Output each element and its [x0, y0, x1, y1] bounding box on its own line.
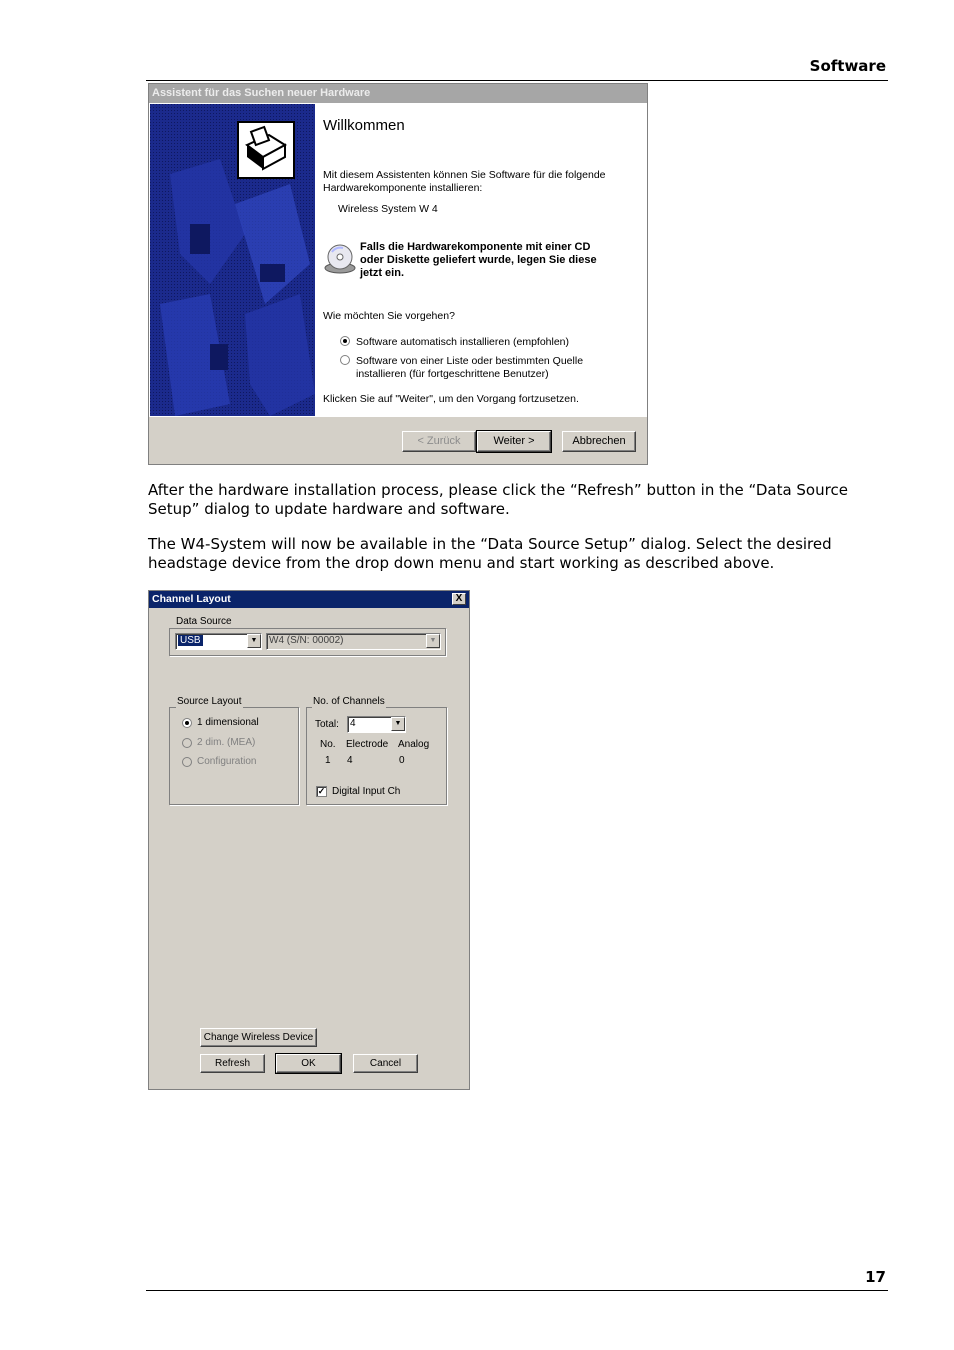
- radio-1-dimensional-label: 1 dimensional: [197, 717, 259, 728]
- cell-electrode: 4: [347, 755, 353, 766]
- back-button[interactable]: < Zurück: [402, 431, 476, 452]
- channel-dialog-title-bar: Channel Layout: [149, 591, 469, 608]
- paragraph-select-line1: The W4-System will now be available in the “Data Source Setup” dialog. Select the desired: [148, 535, 832, 553]
- col-header-no: No.: [320, 739, 336, 750]
- ok-button[interactable]: OK: [276, 1054, 341, 1073]
- source-layout-label: Source Layout: [177, 696, 242, 707]
- change-wireless-device-button[interactable]: Change Wireless Device: [200, 1028, 317, 1047]
- cd-notice-line2: oder Diskette geliefert wurde, legen Sie diese: [360, 254, 597, 266]
- cd-icon: [323, 242, 357, 281]
- total-select[interactable]: 4: [347, 716, 406, 733]
- wizard-intro-line2: Hardwarekomponente installieren:: [323, 182, 483, 194]
- cell-analog: 0: [399, 755, 405, 766]
- radio-manual-install-label-line1: Software von einer Liste oder bestimmten Quelle: [356, 355, 584, 367]
- device-select[interactable]: W4 (S/N: 00002): [266, 633, 441, 650]
- refresh-button[interactable]: Refresh: [200, 1054, 265, 1073]
- continue-hint: Klicken Sie auf "Weiter", um den Vorgang fortzusetzen.: [323, 393, 579, 405]
- hardware-icon: [237, 121, 295, 179]
- chevron-down-icon[interactable]: ▼: [247, 634, 261, 648]
- chevron-down-icon[interactable]: ▼: [426, 634, 440, 648]
- wizard-heading: Willkommen: [323, 117, 405, 134]
- wizard-title-bar: Assistent für das Suchen neuer Hardware: [149, 84, 647, 103]
- chevron-down-icon[interactable]: ▼: [391, 717, 405, 731]
- channels-label: No. of Channels: [313, 696, 385, 707]
- col-header-electrode: Electrode: [346, 739, 389, 750]
- wizard-intro-line1: Mit diesem Assistenten können Sie Software für die folgende: [323, 169, 606, 181]
- page-number: 17: [865, 1268, 886, 1286]
- digital-input-checkbox[interactable]: ✓: [317, 786, 326, 796]
- radio-2-dim-mea-label: 2 dim. (MEA): [197, 737, 256, 748]
- radio-manual-install[interactable]: [340, 355, 350, 365]
- channel-layout-dialog: [148, 590, 470, 1090]
- radio-2-dim-mea[interactable]: [182, 738, 192, 748]
- device-name: Wireless System W 4: [338, 203, 438, 215]
- paragraph-refresh-line1: After the hardware installation process, please click the “Refresh” button in the “Data Source: [148, 481, 848, 499]
- section-title: Software: [809, 57, 886, 75]
- wizard-cancel-button[interactable]: Abbrechen: [562, 431, 636, 452]
- cd-notice-line3: jetzt ein.: [360, 267, 405, 279]
- radio-1-dimensional[interactable]: [182, 718, 192, 728]
- wizard-question: Wie möchten Sie vorgehen?: [323, 310, 455, 322]
- cd-notice-line1: Falls die Hardwarekomponente mit einer CD: [360, 241, 591, 253]
- next-button[interactable]: Weiter >: [477, 431, 551, 452]
- channel-cancel-button[interactable]: Cancel: [353, 1054, 418, 1073]
- radio-manual-install-label-line2: installieren (für fortgeschrittene Benutzer): [356, 368, 549, 380]
- paragraph-select-line2: headstage device from the drop down menu and start working as described above.: [148, 554, 775, 572]
- paragraph-refresh-line2: Setup” dialog to update hardware and software.: [148, 500, 510, 518]
- footer-rule: [146, 1290, 888, 1291]
- close-icon[interactable]: X: [452, 593, 466, 605]
- radio-auto-install[interactable]: [340, 336, 350, 346]
- cell-no: 1: [325, 755, 331, 766]
- header-rule: [146, 80, 888, 81]
- radio-configuration[interactable]: [182, 757, 192, 767]
- col-header-analog: Analog: [398, 739, 430, 750]
- data-source-value: USB: [180, 635, 201, 646]
- digital-input-label: Digital Input Ch: [332, 786, 401, 797]
- radio-auto-install-label: Software automatisch installieren (empfohlen): [356, 336, 570, 348]
- total-label: Total:: [315, 719, 339, 730]
- radio-configuration-label: Configuration: [197, 756, 257, 767]
- hardware-wizard-dialog: [148, 83, 648, 465]
- data-source-label: Data Source: [176, 616, 232, 627]
